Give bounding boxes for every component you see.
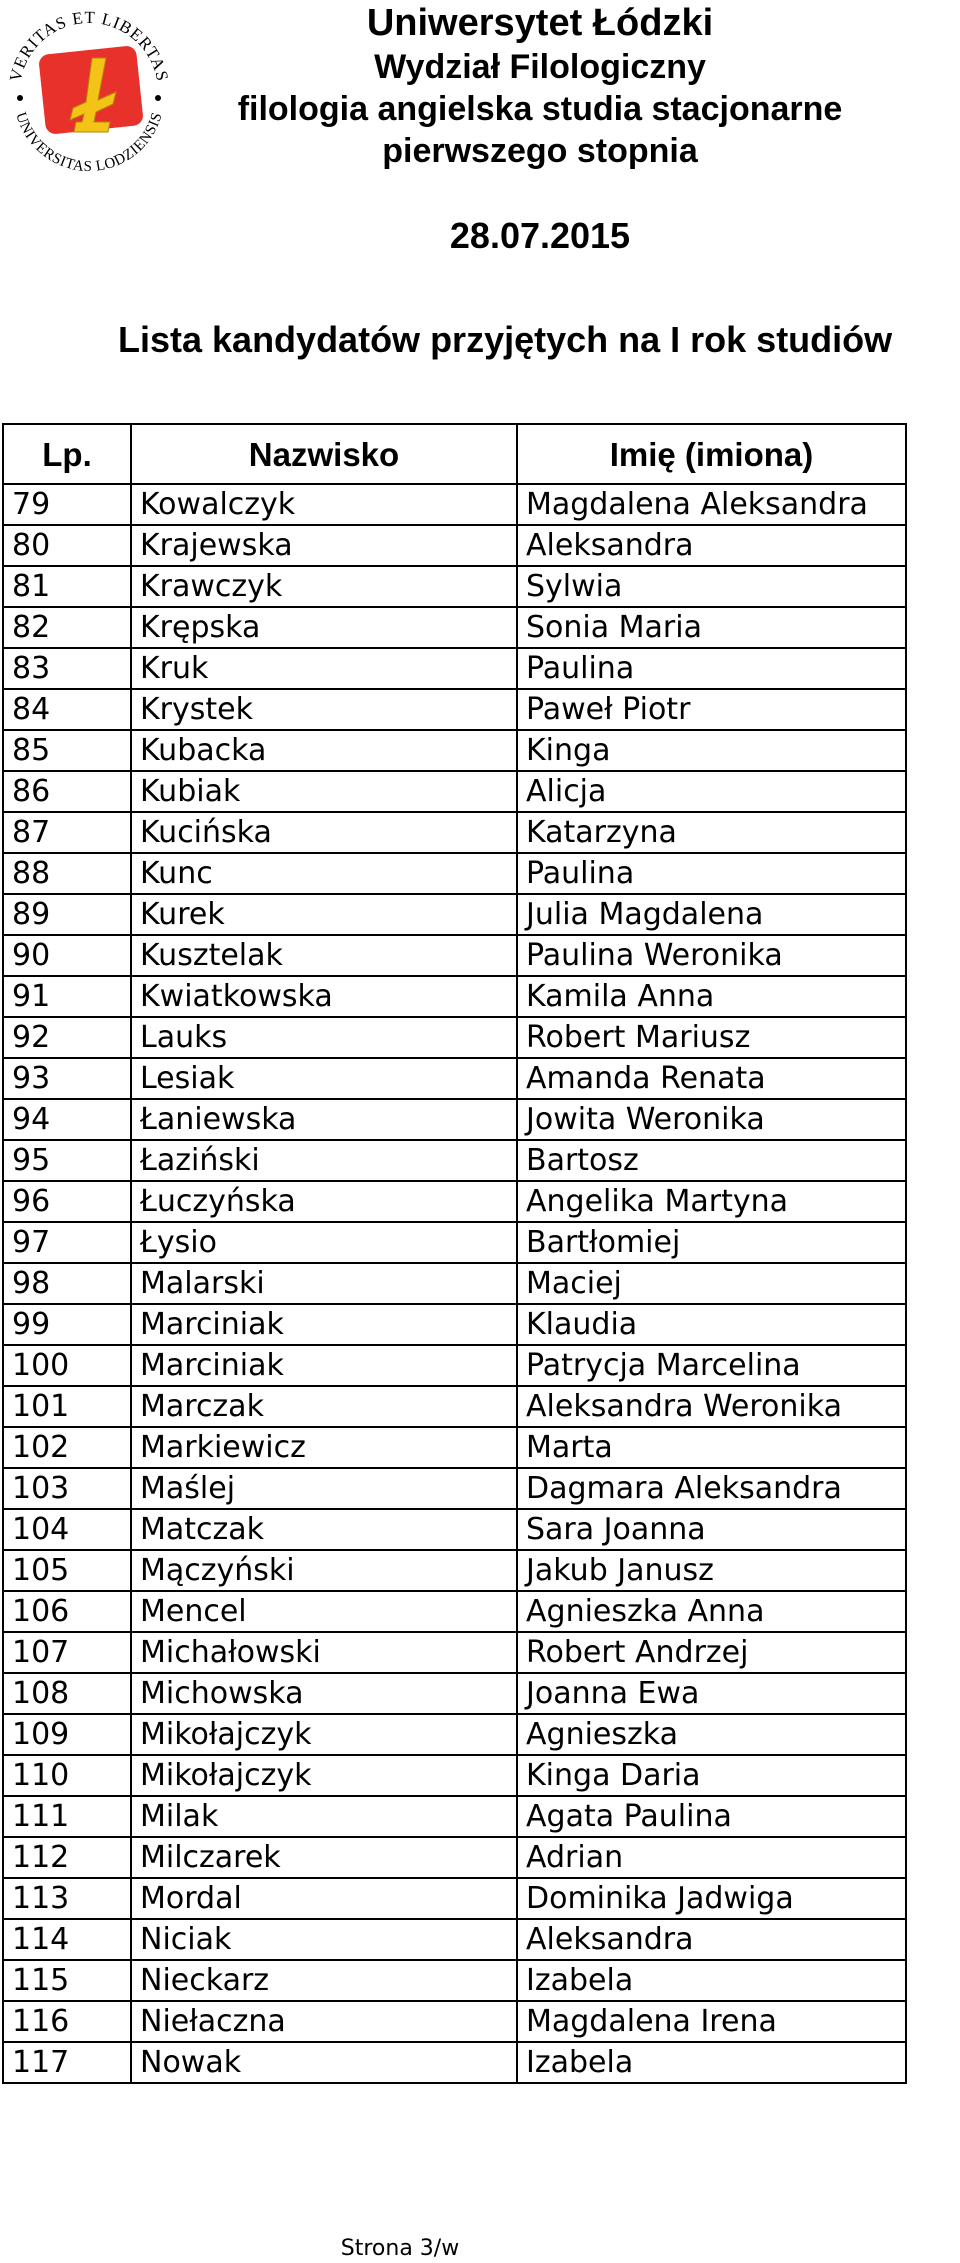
row-lp: 109 [3,1714,131,1755]
row-imie: Joanna Ewa [517,1673,906,1714]
row-lp: 83 [3,648,131,689]
svg-text:UNIVERSITAS LODZIENSIS: UNIVERSITAS LODZIENSIS [12,110,166,176]
row-imie: Aleksandra [517,1919,906,1960]
row-lp: 80 [3,525,131,566]
row-lp: 108 [3,1673,131,1714]
row-nazwisko: Milczarek [131,1837,517,1878]
row-imie: Magdalena Aleksandra [517,484,906,525]
row-lp: 97 [3,1222,131,1263]
row-nazwisko: Maślej [131,1468,517,1509]
table-row [3,853,906,894]
row-nazwisko: Mączyński [131,1550,517,1591]
row-nazwisko: Nieckarz [131,1960,517,2001]
table-row [3,1345,906,1386]
row-lp: 87 [3,812,131,853]
document-date: 28.07.2015 [449,215,631,256]
row-lp: 102 [3,1427,131,1468]
list-title: Lista kandydatów przyjętych na I rok studiów [118,319,893,360]
table-row [3,1427,906,1468]
table-row [3,1509,906,1550]
row-nazwisko: Kowalczyk [131,484,517,525]
row-imie: Patrycja Marcelina [517,1345,906,1386]
table-row [3,566,906,607]
row-nazwisko: Łysio [131,1222,517,1263]
study-level: pierwszego stopnia [382,132,698,170]
row-lp: 85 [3,730,131,771]
row-nazwisko: Kusztelak [131,935,517,976]
row-lp: 82 [3,607,131,648]
row-nazwisko: Kwiatkowska [131,976,517,1017]
row-imie: Sara Joanna [517,1509,906,1550]
row-nazwisko: Krępska [131,607,517,648]
row-imie: Kinga [517,730,906,771]
table-row [3,1632,906,1673]
row-imie: Izabela [517,1960,906,2001]
page-footer: Strona 3/w [340,2236,460,2261]
row-imie: Robert Andrzej [517,1632,906,1673]
row-lp: 106 [3,1591,131,1632]
row-imie: Sonia Maria [517,607,906,648]
svg-text:VERITAS ET LIBERTAS: VERITAS ET LIBERTAS [5,7,173,84]
table-header-row [3,424,906,484]
row-imie: Bartosz [517,1140,906,1181]
row-lp: 98 [3,1263,131,1304]
row-lp: 86 [3,771,131,812]
row-imie: Aleksandra Weronika [517,1386,906,1427]
row-imie: Dagmara Aleksandra [517,1468,906,1509]
row-lp: 117 [3,2042,131,2083]
row-imie: Paulina Weronika [517,935,906,976]
row-imie: Kamila Anna [517,976,906,1017]
table-row [3,484,906,525]
row-lp: 103 [3,1468,131,1509]
table-row [3,894,906,935]
row-imie: Alicja [517,771,906,812]
row-lp: 100 [3,1345,131,1386]
table-row [3,1017,906,1058]
row-nazwisko: Marczak [131,1386,517,1427]
row-imie: Agata Paulina [517,1796,906,1837]
row-lp: 89 [3,894,131,935]
row-nazwisko: Mikołajczyk [131,1714,517,1755]
row-imie: Julia Magdalena [517,894,906,935]
row-lp: 112 [3,1837,131,1878]
table-row [3,771,906,812]
row-nazwisko: Krajewska [131,525,517,566]
table-row [3,648,906,689]
row-nazwisko: Marciniak [131,1304,517,1345]
table-row [3,1796,906,1837]
table-body [3,484,906,2083]
table-row [3,1099,906,1140]
row-lp: 115 [3,1960,131,2001]
row-nazwisko: Mencel [131,1591,517,1632]
row-lp: 101 [3,1386,131,1427]
row-imie: Katarzyna [517,812,906,853]
row-lp: 95 [3,1140,131,1181]
table-row [3,2042,906,2083]
row-nazwisko: Krystek [131,689,517,730]
table-row [3,1878,906,1919]
row-nazwisko: Kubiak [131,771,517,812]
table-row [3,976,906,1017]
row-nazwisko: Niełaczna [131,2001,517,2042]
row-imie: Marta [517,1427,906,1468]
table-row [3,525,906,566]
table-row [3,1386,906,1427]
row-lp: 105 [3,1550,131,1591]
row-nazwisko: Marciniak [131,1345,517,1386]
table-row [3,812,906,853]
row-imie: Jakub Janusz [517,1550,906,1591]
row-imie: Adrian [517,1837,906,1878]
row-imie: Robert Mariusz [517,1017,906,1058]
row-imie: Bartłomiej [517,1222,906,1263]
row-imie: Paulina [517,648,906,689]
row-lp: 94 [3,1099,131,1140]
table-row [3,730,906,771]
row-nazwisko: Lauks [131,1017,517,1058]
row-lp: 84 [3,689,131,730]
row-nazwisko: Kucińska [131,812,517,853]
row-imie: Paweł Piotr [517,689,906,730]
header-imie: Imię (imiona) [517,424,906,484]
row-nazwisko: Kurek [131,894,517,935]
table-row [3,1058,906,1099]
row-lp: 104 [3,1509,131,1550]
row-nazwisko: Nowak [131,2042,517,2083]
table-row [3,1714,906,1755]
row-nazwisko: Łuczyńska [131,1181,517,1222]
row-nazwisko: Lesiak [131,1058,517,1099]
row-nazwisko: Mikołajczyk [131,1755,517,1796]
table-row [3,1591,906,1632]
row-lp: 93 [3,1058,131,1099]
row-imie: Agnieszka [517,1714,906,1755]
table-row [3,1919,906,1960]
row-imie: Paulina [517,853,906,894]
row-nazwisko: Kunc [131,853,517,894]
row-nazwisko: Michowska [131,1673,517,1714]
table-row [3,1673,906,1714]
row-lp: 107 [3,1632,131,1673]
row-lp: 114 [3,1919,131,1960]
row-lp: 79 [3,484,131,525]
table-row [3,1837,906,1878]
row-imie: Maciej [517,1263,906,1304]
row-imie: Dominika Jadwiga [517,1878,906,1919]
table-row [3,2001,906,2042]
row-nazwisko: Łaniewska [131,1099,517,1140]
table-row [3,689,906,730]
row-nazwisko: Matczak [131,1509,517,1550]
table-row [3,1304,906,1345]
row-lp: 88 [3,853,131,894]
row-nazwisko: Kubacka [131,730,517,771]
row-nazwisko: Markiewicz [131,1427,517,1468]
table-row [3,1222,906,1263]
row-nazwisko: Malarski [131,1263,517,1304]
row-nazwisko: Krawczyk [131,566,517,607]
row-imie: Amanda Renata [517,1058,906,1099]
header-lp: Lp. [3,424,131,484]
table-row [3,1960,906,2001]
row-lp: 81 [3,566,131,607]
table-row [3,1181,906,1222]
row-lp: 116 [3,2001,131,2042]
program-name: filologia angielska studia stacjonarne [237,90,843,128]
table-row [3,607,906,648]
row-imie: Jowita Weronika [517,1099,906,1140]
row-imie: Agnieszka Anna [517,1591,906,1632]
row-lp: 111 [3,1796,131,1837]
row-nazwisko: Kruk [131,648,517,689]
header-nazwisko: Nazwisko [131,424,517,484]
row-nazwisko: Łaziński [131,1140,517,1181]
table-row [3,935,906,976]
university-name: Uniwersytet Łódzki [366,2,714,44]
row-imie: Magdalena Irena [517,2001,906,2042]
row-imie: Izabela [517,2042,906,2083]
row-imie: Angelika Martyna [517,1181,906,1222]
row-lp: 92 [3,1017,131,1058]
table-row [3,1550,906,1591]
row-imie: Klaudia [517,1304,906,1345]
row-imie: Aleksandra [517,525,906,566]
admitted-candidates-table [2,423,907,2084]
row-lp: 91 [3,976,131,1017]
university-seal-logo [0,0,178,178]
table-row [3,1755,906,1796]
row-nazwisko: Michałowski [131,1632,517,1673]
row-lp: 96 [3,1181,131,1222]
table-row [3,1263,906,1304]
row-nazwisko: Milak [131,1796,517,1837]
row-lp: 113 [3,1878,131,1919]
row-lp: 90 [3,935,131,976]
faculty-name: Wydział Filologiczny [374,48,706,86]
row-lp: 99 [3,1304,131,1345]
row-nazwisko: Niciak [131,1919,517,1960]
table-row [3,1140,906,1181]
row-imie: Sylwia [517,566,906,607]
document-header [160,0,920,172]
table-row [3,1468,906,1509]
row-lp: 110 [3,1755,131,1796]
row-imie: Kinga Daria [517,1755,906,1796]
row-nazwisko: Mordal [131,1878,517,1919]
